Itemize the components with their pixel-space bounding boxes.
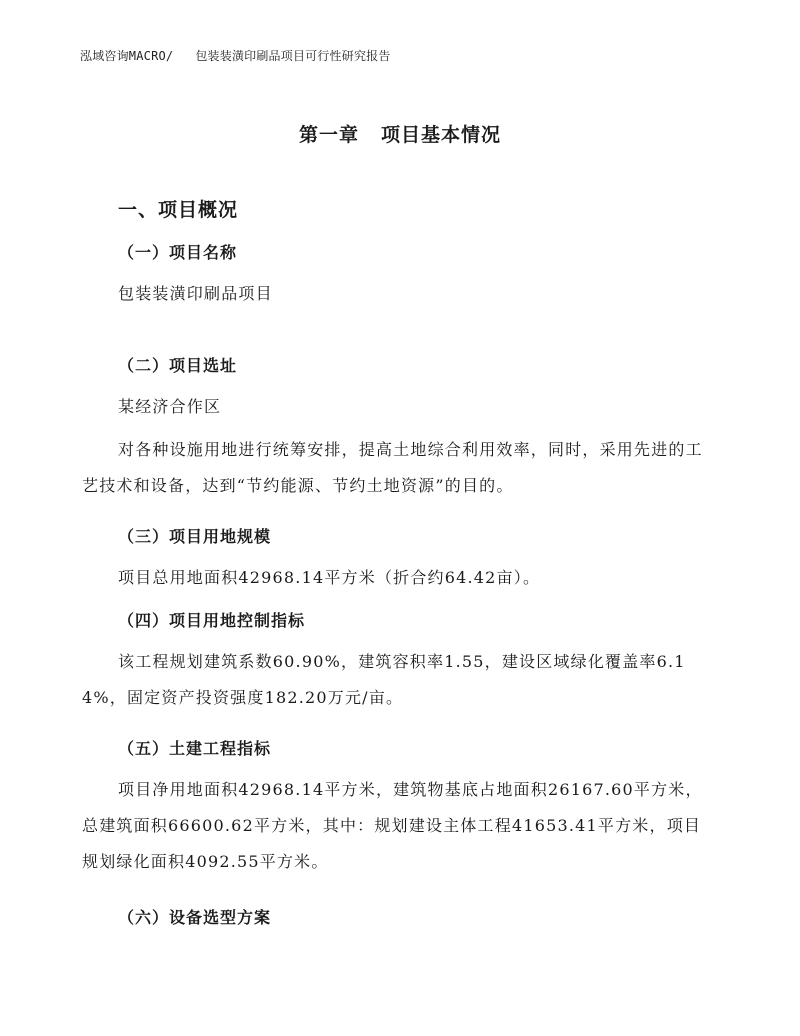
chapter-name: 项目基本情况 [381,124,502,146]
subsection-heading-land-scale: （三）项目用地规模 [118,527,272,546]
subsection-heading-site: （二）项目选址 [118,356,238,375]
paragraph-construction: 项目净用地面积42968.14平方米，建筑物基底占地面积26167.60平方米，总建筑面积66600.62平方米，其中：规划建设主体工程41653.41平方米，项目规划绿化面积4092.55平方米。 [82,780,703,871]
section-heading-overview: 一、项目概况 [118,199,239,221]
paragraph-site-location: 某经济合作区 [118,397,222,416]
header-publisher: 泓域咨询MACRO/ [80,49,174,63]
chapter-title [0,120,800,147]
paragraph-site-description: 对各种设施用地进行统筹安排，提高土地综合利用效率，同时，采用先进的工艺技术和设备，达到“节约能源、节约土地资源”的目的。 [82,440,703,495]
paragraph-land-scale: 项目总用地面积42968.14平方米（折合约64.42亩）。 [118,568,541,587]
running-header [80,47,391,64]
paragraph-land-control: 该工程规划建筑系数60.90%，建筑容积率1.55，建设区域绿化覆盖率6.14%，固定资产投资强度182.20万元/亩。 [82,652,686,707]
subsection-heading-land-control: （四）项目用地控制指标 [118,611,306,630]
subsection-heading-project-name: （一）项目名称 [118,243,238,262]
chapter-number: 第一章 [298,124,359,146]
subsection-heading-equipment: （六）设备选型方案 [118,908,272,927]
header-doc-title: 包装装潢印刷品项目可行性研究报告 [195,49,391,63]
subsection-heading-construction: （五）土建工程指标 [118,739,272,758]
paragraph-project-name: 包装装潢印刷品项目 [118,284,273,303]
